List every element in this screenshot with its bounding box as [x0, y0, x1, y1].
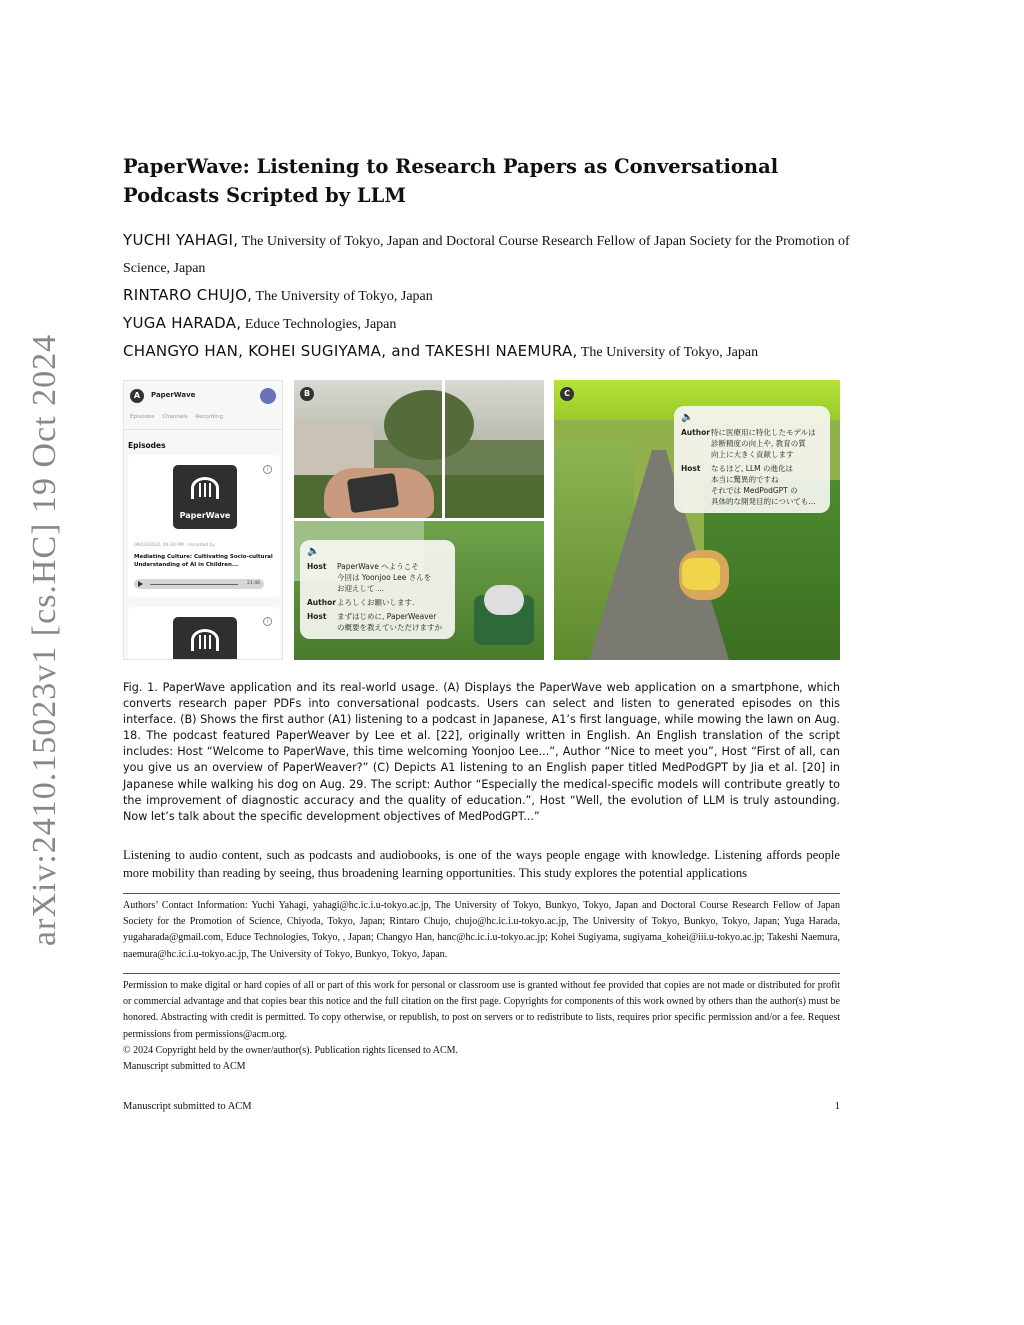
author-line	[123, 282, 853, 310]
paperwave-logo-icon	[173, 617, 237, 660]
speaker-role: Author	[307, 598, 336, 607]
photo-glove	[484, 585, 524, 615]
info-icon: i	[263, 617, 272, 626]
episode-meta: 09/10/2024, 06:30 PM · recorded by	[134, 543, 216, 548]
dialogue-line	[681, 463, 823, 507]
photo-dog-coat	[682, 558, 720, 590]
page-footer	[123, 1101, 840, 1112]
author-names: YUGA HARADA,	[123, 314, 242, 332]
speaker-role: Host	[681, 464, 701, 473]
speaker-icon: 🔈	[681, 412, 694, 423]
app-tabs	[130, 414, 229, 420]
dialogue-text: なるほど, LLM の進化は 本当に驚異的ですね それでは MedPodGPT の 具体的な開発目的についても...	[711, 464, 816, 506]
logo-label: PaperWave	[179, 511, 231, 520]
panel-badge: B	[300, 387, 314, 401]
section-title: Episodes	[128, 441, 166, 450]
avatar	[260, 388, 276, 404]
dialogue-text: 特に医療用に特化したモデルは 診断精度の向上や, 教育の質 向上に大きく貢献します	[711, 428, 816, 459]
permission-notice: Permission to make digital or hard copies of all or part of this work for personal or classroom use is granted without fee provided that copies are not made or distributed for profit or commercial advantage and that copies bear this notice and the full citation on the first page. Copyrights for components of this work owned by others than the author(s) must be honored. Abstracting with credit is permitted. To copy otherwise, or republish, to post on servers or to redistribute to lists, requires prior specific permission and/or a fee. Request permissions from permissions@acm.org.	[123, 980, 840, 1040]
dialogue-text: よろしくお願いします.	[337, 598, 415, 607]
speaker-role: Host	[307, 562, 327, 571]
arxiv-stamp	[0, 320, 90, 960]
tab-episodes: Episodes	[130, 414, 155, 420]
author-names: CHANGYO HAN, KOHEI SUGIYAMA, and TAKESHI NAEMURA,	[123, 342, 578, 360]
author-list	[123, 227, 853, 366]
figure-panel-a	[123, 380, 283, 660]
page-number: 1	[834, 1101, 840, 1112]
permission-block	[123, 978, 840, 1075]
figure-panel-c	[554, 380, 840, 660]
figure-caption: Fig. 1. PaperWave application and its real-world usage. (A) Displays the PaperWave web application on a smartphone, which converts research paper PDFs into conversational podcasts. Users can select and listen to generated episodes on this interface. (B) Shows the first author (A1) listening to a podcast in Japanese, A1’s first language, while mowing the lawn on Aug. 18. The podcast featured PaperWeaver by Lee et al. [22], originally written in English. An English translation of the script includes: Host “Welcome to PaperWave, this time welcoming Yoonjoo Lee...”, Author “Nice to meet you”, Host “First of all, can you give us an overview of PaperWeaver?” (C) Depicts A1 listening to an English paper titled MedPodGPT by Jia et al. [20] in Japanese while walking his dog on Aug. 29. The script: Author “Especially the medical-specific models will contribute greatly to the improvement of diagnostic accuracy and the quality of education.”, Host “Well, the evolution of LLM is truly astounding. Now let’s talk about the specific development objectives of MedPodGPT...”	[123, 681, 840, 823]
copyright-notice: © 2024 Copyright held by the owner/author(s). Publication rights licensed to ACM.	[123, 1044, 459, 1056]
duration: 21:46	[247, 580, 260, 586]
play-icon	[138, 581, 143, 587]
author-affiliation: Educe Technologies, Japan	[241, 317, 397, 332]
progress-track	[150, 584, 238, 585]
tab-recording: Recording	[195, 414, 223, 420]
speaker-role: Author	[681, 428, 710, 437]
dialogue-bubble	[674, 406, 830, 513]
manuscript-note: Manuscript submitted to ACM	[123, 1061, 246, 1073]
episode-title: Mediating Culture: Cultivating Socio-cultural Understanding of AI in Children...	[134, 554, 273, 568]
author-names: RINTARO CHUJO,	[123, 286, 253, 304]
paper-title: PaperWave: Listening to Research Papers as Conversational Podcasts Scripted by LLM	[123, 155, 779, 207]
author-line	[123, 227, 853, 282]
arxiv-id: arXiv:2410.15023v1 [cs.HC] 19 Oct 2024	[26, 333, 63, 947]
speaker-role: Host	[307, 612, 327, 621]
paperwave-logo-icon	[173, 465, 237, 529]
photo-divider	[442, 380, 445, 521]
photo-tree	[384, 390, 474, 460]
dialogue-text: PaperWave へようこそ 今回は Yoonjoo Lee さんを お迎えして ...	[337, 562, 432, 593]
author-line	[123, 310, 853, 338]
app-header	[124, 381, 283, 411]
photo-phone	[347, 473, 399, 513]
footnote-rule	[123, 973, 840, 974]
bars-glyph-icon	[199, 483, 211, 497]
audio-player	[134, 579, 264, 589]
author-affiliation: The University of Tokyo, Japan and Doctoral Course Research Fellow of Japan Society for the Promotion of Science, Japan	[123, 234, 850, 276]
dialogue-line	[681, 427, 823, 460]
author-names: YUCHI YAHAGI,	[123, 231, 239, 249]
bars-glyph-icon	[199, 635, 211, 649]
dialogue-text: まずはじめに, PaperWeaver の概要を教えていただけますか	[337, 612, 442, 632]
author-affiliation: The University of Tokyo, Japan	[252, 289, 433, 304]
body-paragraph: Listening to audio content, such as podcasts and audiobooks, is one of the ways people engage with knowledge. Listening affords people more mobility than reading by seeing, thus broadening learning opportunities. This study explores the potential applications	[123, 848, 840, 880]
tab-channels: Channels	[162, 414, 188, 420]
footnote-rule	[123, 893, 840, 894]
episode-card	[128, 455, 280, 597]
divider	[124, 429, 283, 430]
info-icon: i	[263, 465, 272, 474]
author-line	[123, 338, 853, 366]
panel-badge: A	[130, 389, 144, 403]
episode-card	[128, 607, 280, 660]
photo-divider	[294, 518, 544, 521]
dialogue-line	[307, 597, 448, 608]
app-name: PaperWave	[151, 391, 196, 399]
dialogue-line	[307, 561, 448, 594]
panel-badge: C	[560, 387, 574, 401]
author-affiliation: The University of Tokyo, Japan	[577, 345, 759, 360]
dialogue-line	[307, 611, 448, 633]
speaker-icon: 🔈	[307, 546, 320, 557]
figure-panel-b	[294, 380, 544, 660]
footer-venue: Manuscript submitted to ACM	[123, 1101, 252, 1112]
contact-information: Authors’ Contact Information: Yuchi Yahagi, yahagi@hc.ic.i.u-tokyo.ac.jp, The University of Tokyo, Bunkyo, Tokyo, Japan and Doctoral Course Research Fellow of Japan Society for the Promotion of Science, Chiyoda, Tokyo, Japan; Rintaro Chujo, chujo@hc.ic.i.u-tokyo.ac.jp, The University of Tokyo, Bunkyo, Tokyo, Japan; Yuga Harada, yugaharada@gmail.com, Educe Technologies, Tokyo, , Japan; Changyo Han, hanc@hc.ic.i.u-tokyo.ac.jp; Kohei Sugiyama, sugiyama_kohei@iii.u-tokyo.ac.jp; Takeshi Naemura, naemura@hc.ic.i.u-tokyo.ac.jp, The University of Tokyo, Bunkyo, Tokyo, Japan.	[123, 900, 840, 960]
dialogue-bubble	[300, 540, 455, 639]
